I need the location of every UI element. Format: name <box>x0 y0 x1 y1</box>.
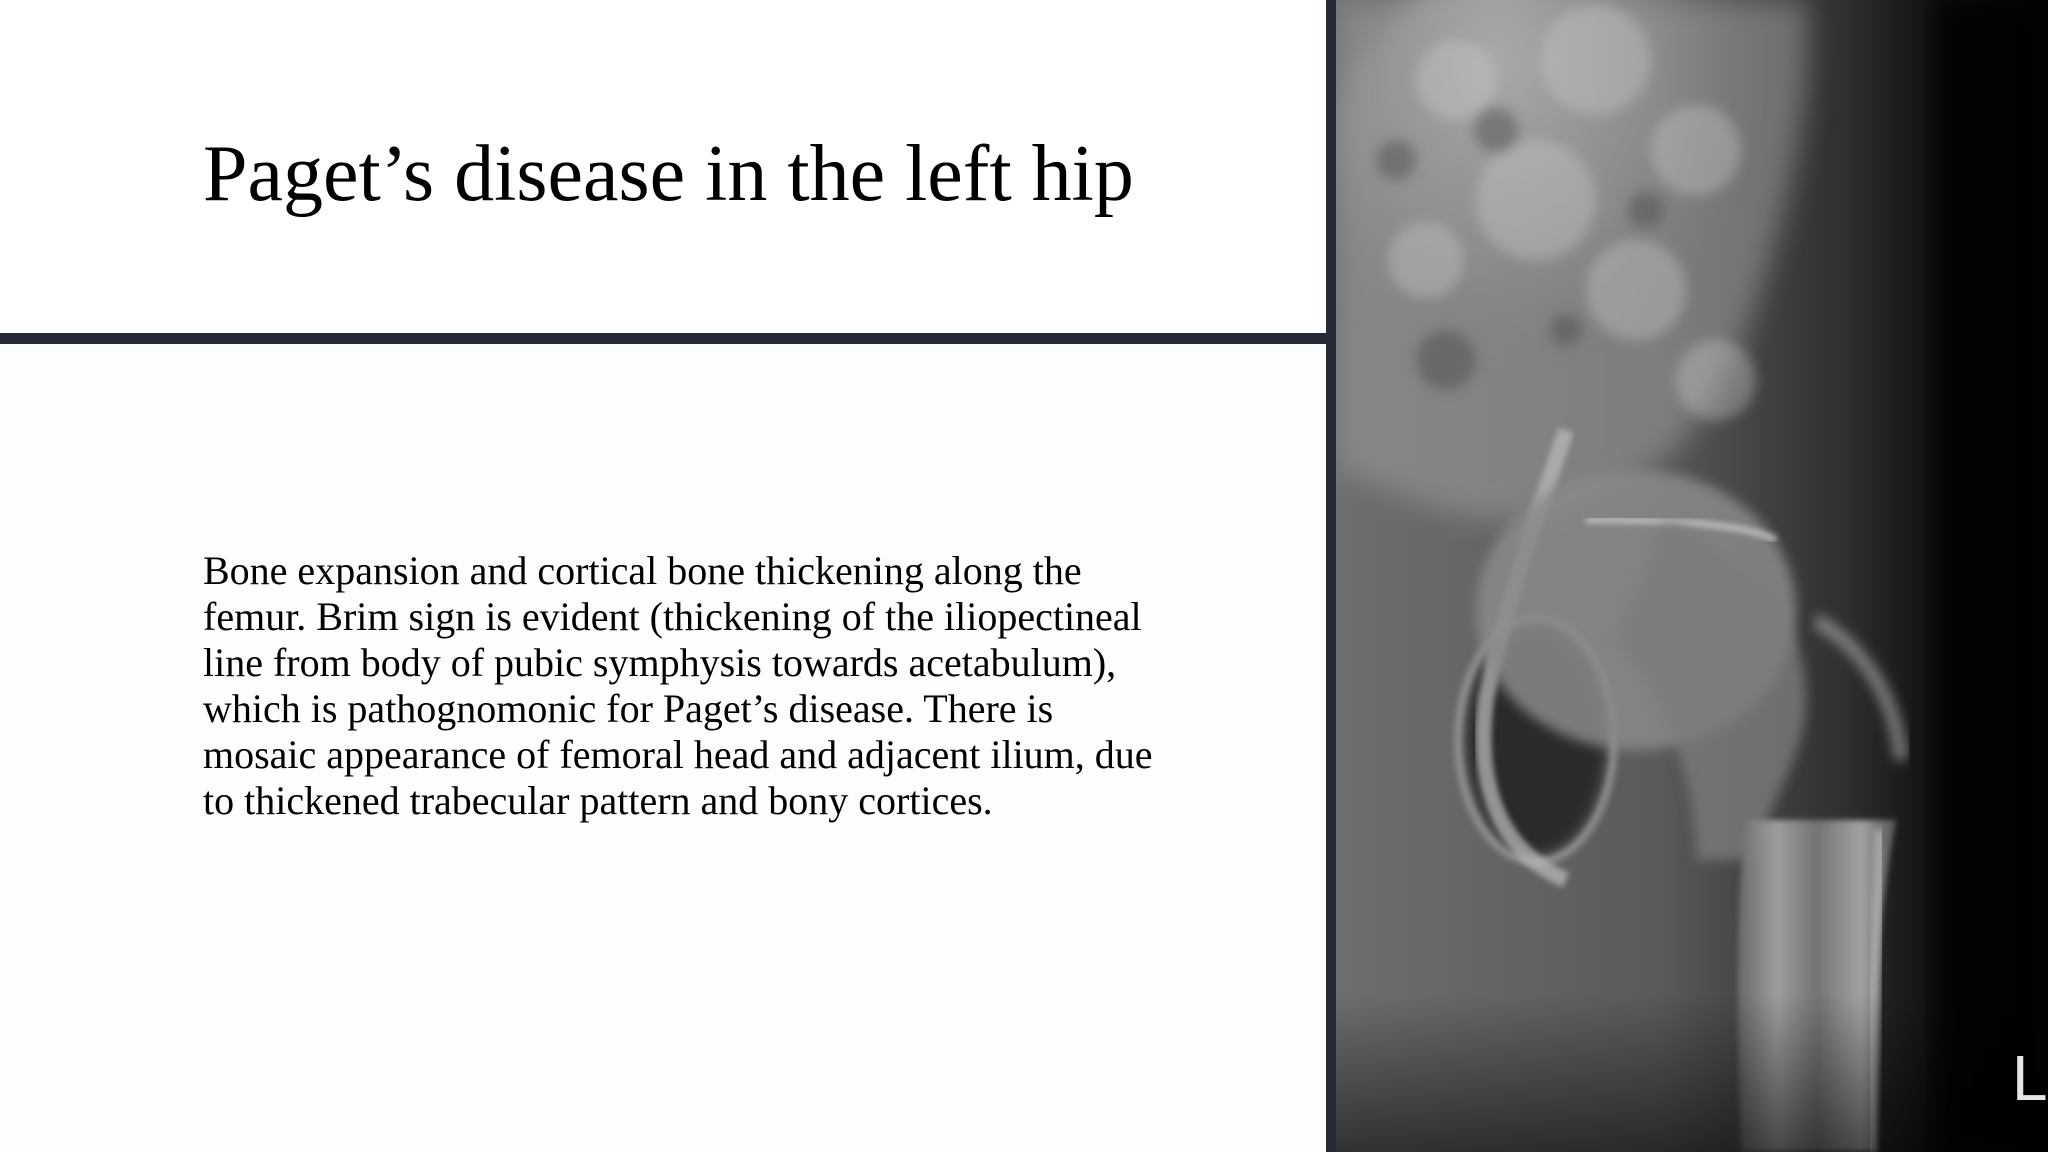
slide-title: Paget’s disease in the left hip <box>203 130 1134 218</box>
xray-image-icon <box>1336 0 2048 1152</box>
title-area <box>0 0 1326 333</box>
vertical-divider <box>1326 0 1336 1152</box>
slide-body-text: Bone expansion and cortical bone thickening along the femur. Brim sign is evident (thickening of the iliopectineal line from body of pubic symphysis towards acetabulum), which is pathognomonic for Paget’s disease. There is mosaic appearance of femoral head and adjacent ilium, due to thickened trabecular pattern and bony cortices. <box>203 548 1153 823</box>
xray-hip-image <box>1336 0 2048 1152</box>
side-marker: L <box>2012 1042 2048 1114</box>
horizontal-divider <box>0 333 1334 344</box>
